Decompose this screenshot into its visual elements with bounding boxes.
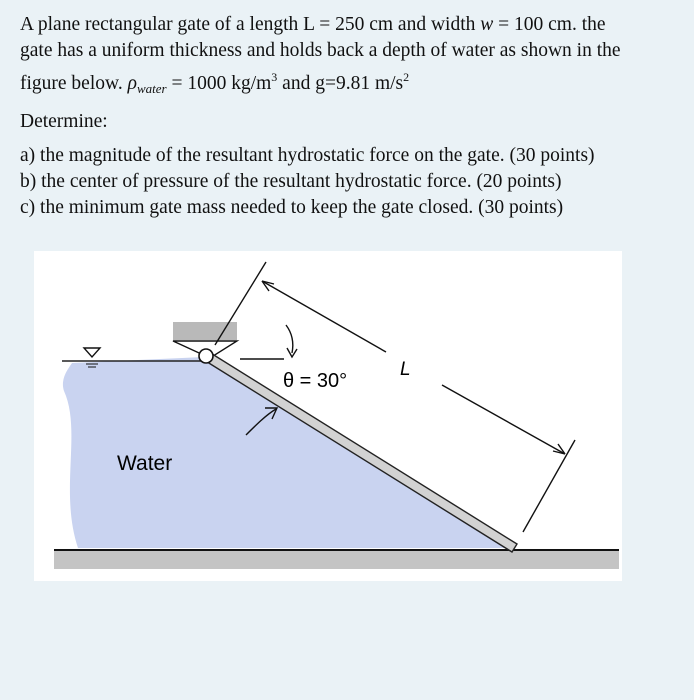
gravity-text: and g=9.81 m/s [282,73,404,94]
angle-label: θ = 30° [283,370,348,392]
dimension-line-lower [442,385,565,454]
problem-intro [20,12,680,102]
determine-heading: Determine: [20,111,108,132]
intro-line1: A plane rectangular gate of a length L = 250 cm and width [20,14,476,35]
question-parts [20,143,680,221]
rho-subscript: water [136,81,167,96]
ground [54,551,619,569]
length-label: L [400,359,411,380]
dimension-line-upper [262,281,386,352]
water-label: Water [117,452,173,475]
intro-line3: figure below. [20,73,123,94]
gate-diagram [34,251,622,581]
dimension-extension-top [215,262,266,345]
dimension-extension-bottom [523,440,575,532]
gravity-exponent: 2 [403,70,410,84]
rho-symbol: ρ [127,73,137,94]
question-part-c: c) the minimum gate mass needed to keep the gate closed. (30 points) [20,197,564,218]
question-part-a: a) the magnitude of the resultant hydrostatic force on the gate. (30 points) [20,145,595,166]
rho-value: = 1000 kg/m [171,73,272,94]
intro-line1-end: = 100 cm. the [498,14,606,35]
free-surface-symbol [84,348,100,367]
rho-exponent: 3 [271,70,278,84]
question-part-b: b) the center of pressure of the resultant hydrostatic force. (20 points) [20,171,562,192]
width-symbol: w [480,14,494,35]
hinge-pin-icon [199,349,213,363]
dimension-arrowhead-top-icon [262,281,274,291]
intro-line2: gate has a uniform thickness and holds back a depth of water as shown in the [20,40,621,61]
problem-statement [20,12,680,221]
gate-figure [34,251,622,581]
